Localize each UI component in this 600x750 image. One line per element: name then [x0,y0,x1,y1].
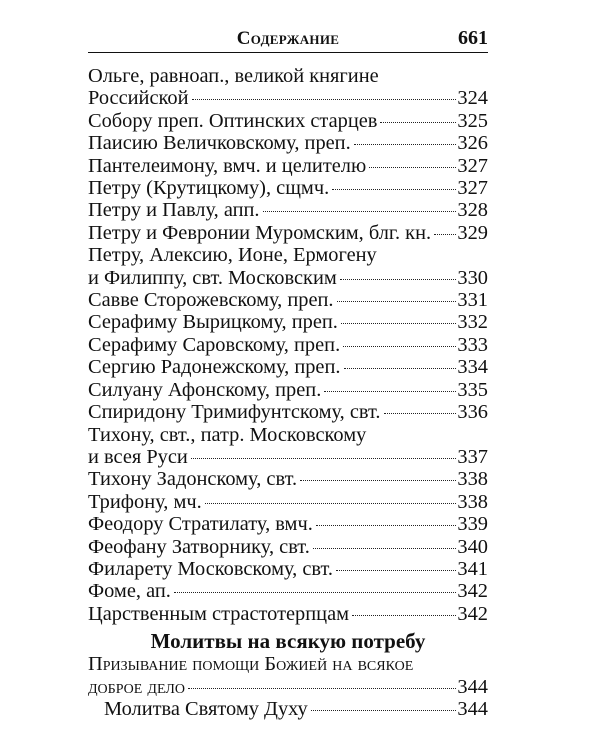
toc-entry-title: Царственным страстотерпцам [88,602,350,625]
dot-leader [311,710,457,711]
page-number: 661 [458,27,488,49]
toc-entry[interactable] [88,65,488,110]
dot-leader [174,592,457,593]
toc-entry[interactable] [88,401,488,423]
dot-leader [384,413,457,414]
toc-entry-title: Феофану Затворнику, свт. [88,535,310,558]
toc-entry-first-line: Ольге, равноап., великой княгине [88,65,379,87]
toc-entry-title: и всея Руси [88,445,188,468]
toc-entry-page: 340 [457,535,488,558]
toc-entry[interactable] [88,334,488,356]
dot-leader [313,548,457,549]
toc-entry-title: Силуану Афонскому, преп. [88,378,322,401]
toc-entry-first-line: Петру, Алексию, Ионе, Ермогену [88,244,377,267]
toc-entry-page: 327 [457,177,488,200]
toc-entry-title: доброе дело [88,675,185,698]
toc-entry-page: 338 [457,468,488,491]
toc-entry-first-line: Призывание помощи Божией на всякое [88,653,414,676]
dot-leader [343,346,456,347]
toc-entry-title: Сергию Радонежскому, преп. [88,356,341,379]
toc-entry-page: 336 [457,401,488,424]
toc-entry-page: 338 [457,490,488,513]
toc-entry-first-line: Тихону, свт., патр. Московскому [88,423,367,446]
toc-entry-title: Паисию Величковскому, преп. [88,132,351,155]
table-of-contents [88,65,488,720]
toc-entry-page: 330 [457,266,488,289]
toc-entry[interactable] [88,603,488,625]
toc-entry-title: Молитва Святому Духу [104,697,308,720]
toc-entry-title: Трифону, мч. [88,490,202,513]
dot-leader [344,368,457,369]
toc-entry[interactable] [88,222,488,244]
toc-entry-page: 342 [457,580,488,603]
toc-entry-title: Петру и Павлу, апп. [88,199,260,222]
toc-entry[interactable] [88,379,488,401]
toc-entry[interactable] [88,244,488,289]
toc-entry-title: Филарету Московскому, свт. [88,557,334,580]
dot-leader [354,144,457,145]
toc-entry[interactable] [88,424,488,469]
toc-entry[interactable] [88,536,488,558]
toc-entry-page: 325 [457,109,488,132]
toc-entry-page: 342 [457,602,488,625]
toc-entry-page: 326 [457,132,488,155]
toc-entry[interactable] [88,513,488,535]
dot-leader [332,189,456,190]
dot-leader [191,458,457,459]
toc-entry-title: Спиридону Тримифунтскому, свт. [88,401,381,424]
toc-entry-title: Феодору Стратилату, вмч. [88,513,313,536]
dot-leader [352,615,456,616]
toc-entry-title: Петру и Февронии Муромским, блг. кн. [88,221,432,244]
dot-leader [263,211,457,212]
dot-leader [205,503,457,504]
dot-leader [369,167,456,168]
dot-leader [188,688,456,689]
toc-entry[interactable] [88,653,488,698]
toc-entry-page: 339 [457,513,488,536]
toc-entry[interactable] [88,558,488,580]
dot-leader [340,279,457,280]
toc-entry-title: Тихону Задонскому, свт. [88,468,298,491]
dot-leader [434,234,456,235]
toc-entry[interactable] [88,580,488,602]
toc-entry[interactable] [88,199,488,221]
toc-entry-page: 331 [457,289,488,312]
dot-leader [337,301,457,302]
toc-entry-page: 344 [457,697,488,720]
toc-entry-page: 333 [457,333,488,356]
toc-entry-page: 335 [457,378,488,401]
dot-leader [324,391,456,392]
toc-entry-page: 332 [457,311,488,334]
dot-leader [341,323,457,324]
toc-entry-title: Российской [88,87,189,110]
dot-leader [316,525,457,526]
toc-entry-title: Серафиму Саровскому, преп. [88,333,341,356]
dot-leader [380,122,456,123]
toc-entry[interactable] [88,468,488,490]
toc-entry-title: Серафиму Вырицкому, преп. [88,311,338,334]
dot-leader [336,570,456,571]
dot-leader [192,99,457,100]
toc-entry[interactable] [88,132,488,154]
toc-entry[interactable] [88,289,488,311]
toc-entry-title: Пантелеимону, вмч. и целителю [88,154,367,177]
toc-entry-page: 334 [457,356,488,379]
toc-entry-page: 337 [457,445,488,468]
toc-entry-page: 327 [457,154,488,177]
header-title: Содержание [236,28,340,49]
toc-entry[interactable] [88,491,488,513]
toc-entry[interactable] [88,177,488,199]
dot-leader [300,480,456,481]
toc-entry[interactable] [88,311,488,333]
toc-entry-page: 344 [457,675,488,698]
toc-entry-page: 328 [457,199,488,222]
toc-entry-page: 324 [457,87,488,110]
toc-entry-title: Фоме, ап. [88,580,171,603]
toc-entry[interactable] [88,698,488,720]
toc-entry[interactable] [88,110,488,132]
toc-entry-title: Петру (Крутицкому), сщмч. [88,177,330,200]
toc-entry[interactable] [88,155,488,177]
book-page [88,22,488,720]
toc-entry-title: и Филиппу, свт. Московским [88,266,337,289]
toc-entry-page: 329 [457,221,488,244]
toc-entry-title: Собору преп. Оптинских старцев [88,109,378,132]
running-header [88,22,488,53]
toc-entry-title: Савве Сторожевскому, преп. [88,289,334,312]
toc-entry[interactable] [88,356,488,378]
toc-entry-page: 341 [457,557,488,580]
section-heading: Молитвы на всякую потребу [150,629,426,654]
